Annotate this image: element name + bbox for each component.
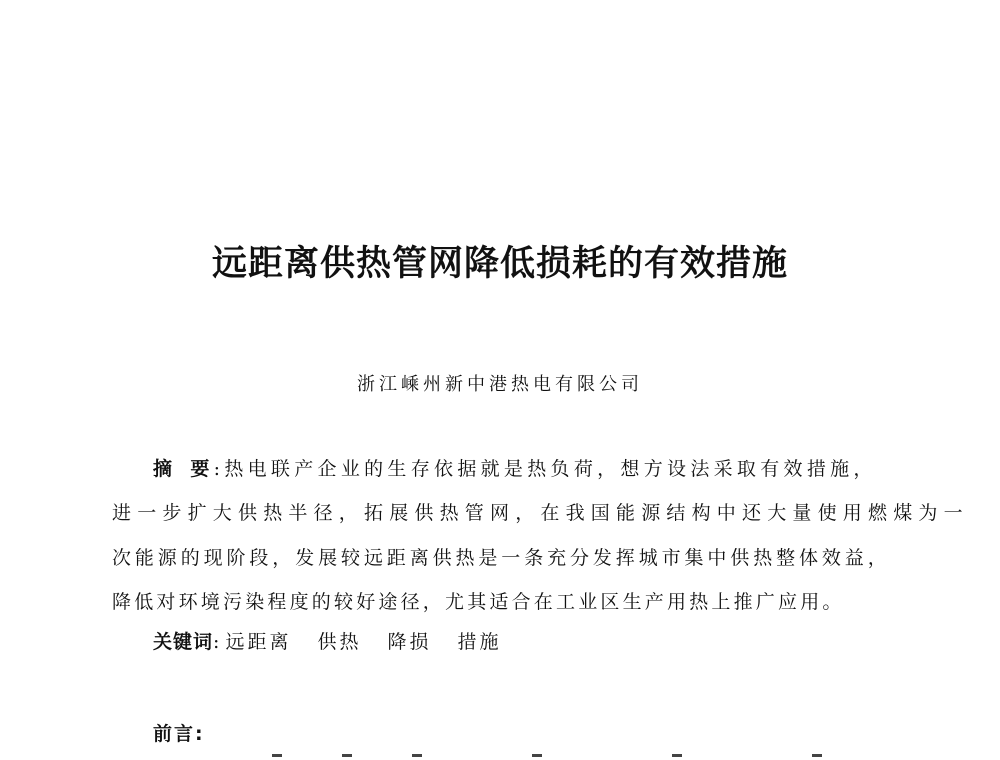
preface-heading: [153, 719, 205, 746]
keyword-item-4: 措施: [457, 631, 502, 653]
keyword-item-2: 供热: [317, 631, 362, 653]
preface-label: 前言: [153, 723, 196, 745]
keyword-item-3: 降损: [387, 631, 432, 653]
abstract-label-char-1: 摘: [153, 458, 177, 480]
abstract-text-line-1: 热电联产企业的生存依据就是热负荷，想方设法采取有效措施，: [224, 458, 877, 480]
keywords-line: [153, 630, 528, 654]
keywords-label: 关键词: [153, 631, 214, 653]
keyword-item-1: 远距离: [225, 631, 292, 653]
abstract-line-1: [153, 457, 877, 481]
cut-off-text-line: [112, 754, 892, 760]
cut-off-glyph: [532, 754, 542, 757]
keywords-colon: :: [213, 631, 220, 653]
abstract-label-colon: :: [213, 458, 225, 480]
cut-off-glyph: [812, 754, 822, 757]
cut-off-glyph: [342, 754, 352, 757]
cut-off-glyph: [672, 754, 682, 757]
author-affiliation: 浙江嵊州新中港热电有限公司: [357, 374, 643, 395]
paper-title: 远距离供热管网降低损耗的有效措施: [211, 243, 788, 284]
cut-off-glyph: [272, 754, 282, 757]
abstract-line-3: 次能源的现阶段，发展较远距离供热是一条充分发挥城市集中供热整体效益，: [112, 547, 891, 569]
abstract-line-2: 进一步扩大供热半径，拓展供热管网，在我国能源结构中还大量使用燃煤为一: [112, 502, 969, 524]
cut-off-glyph: [412, 754, 422, 757]
abstract-label-char-2: 要: [190, 458, 214, 480]
abstract-line-4: 降低对环境污染程度的较好途径，尤其适合在工业区生产用热上推广应用。: [112, 591, 845, 613]
preface-colon: :: [195, 723, 205, 745]
